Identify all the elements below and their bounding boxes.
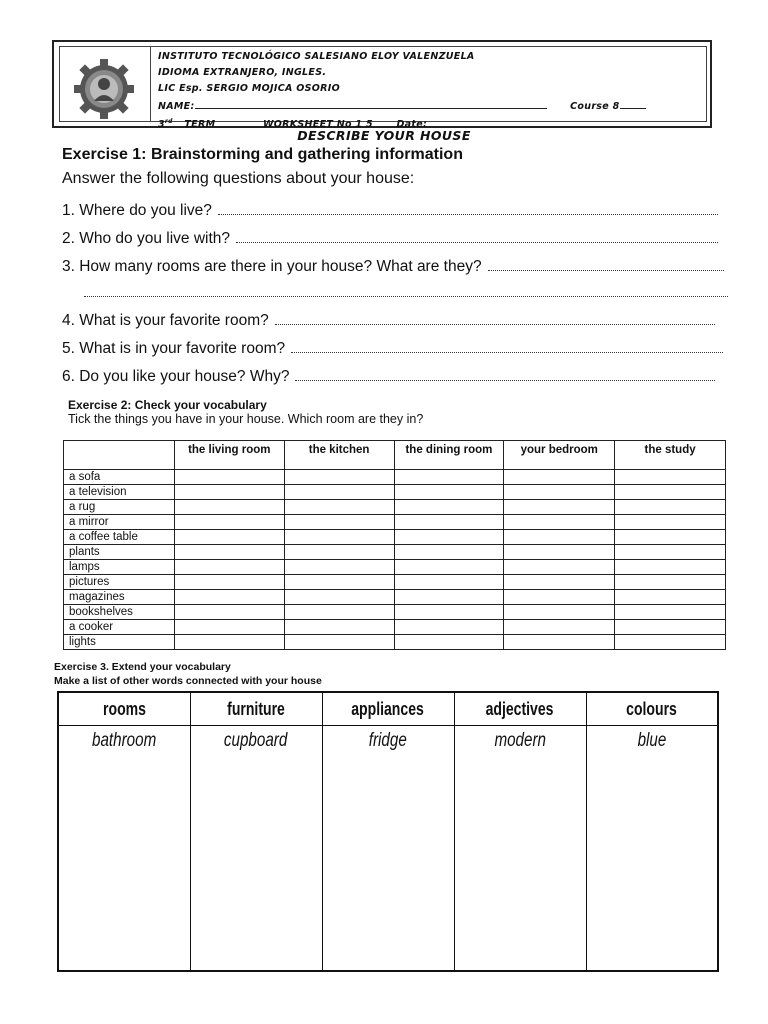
rooms-cell[interactable] xyxy=(58,726,190,972)
colours-cell[interactable] xyxy=(586,726,718,972)
vocabulary-rows xyxy=(64,470,726,650)
logo-cell xyxy=(60,47,151,121)
item-label: a mirror xyxy=(64,515,175,530)
tick-cell[interactable] xyxy=(394,500,504,515)
tick-cell[interactable] xyxy=(284,545,394,560)
table-header-row xyxy=(58,692,718,726)
table-row xyxy=(64,530,726,545)
tick-cell[interactable] xyxy=(284,560,394,575)
date-field[interactable] xyxy=(427,116,605,127)
school-header xyxy=(52,40,712,128)
question-text: 3. How many rooms are there in your house? What are they? xyxy=(62,258,482,275)
item-label: a coffee table xyxy=(64,530,175,545)
table-row xyxy=(64,605,726,620)
table-header-row xyxy=(64,441,726,470)
item-label: a rug xyxy=(64,500,175,515)
tick-cell[interactable] xyxy=(615,545,726,560)
item-label: a cooker xyxy=(64,620,175,635)
header-text: adjectives xyxy=(486,698,554,719)
tick-cell[interactable] xyxy=(394,620,504,635)
worksheet-title: DESCRIBE YOUR HOUSE xyxy=(297,128,471,143)
tick-cell[interactable] xyxy=(174,590,284,605)
corner-cell xyxy=(64,441,175,470)
tick-cell[interactable] xyxy=(284,515,394,530)
table-row xyxy=(64,485,726,500)
tick-cell[interactable] xyxy=(615,530,726,545)
item-label: magazines xyxy=(64,590,175,605)
table-row xyxy=(64,470,726,485)
tick-cell[interactable] xyxy=(615,590,726,605)
tick-cell[interactable] xyxy=(504,635,615,650)
tick-cell[interactable] xyxy=(284,605,394,620)
table-row xyxy=(64,590,726,605)
example-word: modern xyxy=(494,730,546,751)
exercise2-title: Exercise 2: Check your vocabulary xyxy=(68,398,267,412)
tick-cell[interactable] xyxy=(174,605,284,620)
name-field[interactable] xyxy=(195,98,547,109)
date-label: Date: xyxy=(396,118,428,130)
tick-cell[interactable] xyxy=(394,530,504,545)
tick-cell[interactable] xyxy=(615,515,726,530)
answer-line[interactable] xyxy=(218,202,718,215)
column-header: the kitchen xyxy=(284,441,394,470)
institution-name: INSTITUTO TECNOLÓGICO SALESIANO ELOY VALENZUELA xyxy=(158,51,475,62)
item-label: bookshelves xyxy=(64,605,175,620)
tick-cell[interactable] xyxy=(174,530,284,545)
column-header-furniture xyxy=(190,692,322,726)
question-4 xyxy=(62,312,715,330)
worksheet-label: WORKSHEET No 1 5 xyxy=(262,118,373,130)
vocabulary-check-table xyxy=(63,440,726,650)
tick-cell[interactable] xyxy=(394,515,504,530)
column-header-appliances xyxy=(322,692,454,726)
tick-cell[interactable] xyxy=(174,470,284,485)
tick-cell[interactable] xyxy=(284,590,394,605)
course-field[interactable] xyxy=(620,98,646,109)
tick-cell[interactable] xyxy=(174,635,284,650)
answer-line-extra[interactable] xyxy=(84,296,728,297)
tick-cell[interactable] xyxy=(284,500,394,515)
table-row xyxy=(64,620,726,635)
answer-line[interactable] xyxy=(291,340,723,353)
tick-cell[interactable] xyxy=(174,620,284,635)
question-text: 2. Who do you live with? xyxy=(62,230,231,247)
example-word: blue xyxy=(637,730,667,751)
answer-line[interactable] xyxy=(236,230,718,243)
tick-cell[interactable] xyxy=(284,470,394,485)
tick-cell[interactable] xyxy=(504,575,615,590)
tick-cell[interactable] xyxy=(504,620,615,635)
item-label: a sofa xyxy=(64,470,175,485)
column-header-adjectives xyxy=(454,692,586,726)
tick-cell[interactable] xyxy=(615,485,726,500)
item-label: lamps xyxy=(64,560,175,575)
column-header: the study xyxy=(615,441,726,470)
tick-cell[interactable] xyxy=(615,500,726,515)
course-label: Course 8 xyxy=(570,100,620,112)
answer-line[interactable] xyxy=(488,258,724,271)
tick-cell[interactable] xyxy=(394,635,504,650)
item-label: a television xyxy=(64,485,175,500)
tick-cell[interactable] xyxy=(174,575,284,590)
question-text: 5. What is in your favorite room? xyxy=(62,340,286,357)
tick-cell[interactable] xyxy=(504,545,615,560)
tick-cell[interactable] xyxy=(394,485,504,500)
furniture-cell[interactable] xyxy=(190,726,322,972)
header-text: rooms xyxy=(102,698,146,719)
exercise1-instruction: Answer the following questions about your house: xyxy=(62,170,415,187)
tick-cell[interactable] xyxy=(174,500,284,515)
appliances-cell[interactable] xyxy=(322,726,454,972)
exercise3-instruction: Make a list of other words connected with your house xyxy=(54,675,322,687)
tick-cell[interactable] xyxy=(394,590,504,605)
term-suffix: rd xyxy=(164,117,173,125)
question-6 xyxy=(62,368,715,386)
school-seal-logo xyxy=(72,57,136,121)
column-header: the living room xyxy=(174,441,284,470)
column-header-rooms xyxy=(58,692,190,726)
table-row xyxy=(64,560,726,575)
tick-cell[interactable] xyxy=(615,470,726,485)
tick-cell[interactable] xyxy=(504,605,615,620)
tick-cell[interactable] xyxy=(394,605,504,620)
item-label: lights xyxy=(64,635,175,650)
exercise3-title: Exercise 3. Extend your vocabulary xyxy=(54,661,231,673)
answer-line[interactable] xyxy=(295,368,715,381)
header-text xyxy=(158,49,700,130)
tick-cell[interactable] xyxy=(504,485,615,500)
table-row xyxy=(64,635,726,650)
teacher-name: LIC Esp. SERGIO MOJICA OSORIO xyxy=(158,83,340,95)
header-text: appliances xyxy=(351,698,425,719)
tick-cell[interactable] xyxy=(504,590,615,605)
subject-name: IDIOMA EXTRANJERO, INGLES. xyxy=(158,67,327,79)
header-frame xyxy=(59,46,707,130)
tick-cell[interactable] xyxy=(284,530,394,545)
tick-cell[interactable] xyxy=(394,575,504,590)
question-3 xyxy=(62,258,724,276)
tick-cell[interactable] xyxy=(504,515,615,530)
example-word: fridge xyxy=(368,730,408,751)
tick-cell[interactable] xyxy=(174,545,284,560)
tick-cell[interactable] xyxy=(615,605,726,620)
tick-cell[interactable] xyxy=(394,470,504,485)
question-2 xyxy=(62,230,718,248)
question-text: 6. Do you like your house? Why? xyxy=(62,368,290,385)
tick-cell[interactable] xyxy=(615,635,726,650)
item-label: plants xyxy=(64,545,175,560)
column-header-colours xyxy=(586,692,718,726)
question-text: 1. Where do you live? xyxy=(62,202,212,219)
exercise2-instruction: Tick the things you have in your house. Which room are they in? xyxy=(68,412,424,426)
tick-cell[interactable] xyxy=(394,560,504,575)
tick-cell[interactable] xyxy=(284,575,394,590)
exercise1-title: Exercise 1: Brainstorming and gathering information xyxy=(62,146,463,163)
term-label: TERM xyxy=(184,118,216,130)
question-5 xyxy=(62,340,723,358)
table-row xyxy=(64,515,726,530)
question-1 xyxy=(62,202,718,220)
tick-cell[interactable] xyxy=(504,530,615,545)
term-number: 3 xyxy=(158,118,165,130)
table-row xyxy=(64,500,726,515)
question-text: 4. What is your favorite room? xyxy=(62,312,269,329)
answer-line[interactable] xyxy=(275,312,715,325)
example-word: bathroom xyxy=(92,730,157,751)
column-header: the dining room xyxy=(394,441,504,470)
tick-cell[interactable] xyxy=(394,545,504,560)
table-body-row xyxy=(58,726,718,972)
item-label: pictures xyxy=(64,575,175,590)
tick-cell[interactable] xyxy=(174,515,284,530)
tick-cell[interactable] xyxy=(284,635,394,650)
tick-cell[interactable] xyxy=(615,620,726,635)
table-row xyxy=(64,575,726,590)
tick-cell[interactable] xyxy=(504,470,615,485)
vocabulary-list-table xyxy=(57,691,719,972)
adjectives-cell[interactable] xyxy=(454,726,586,972)
tick-cell[interactable] xyxy=(284,620,394,635)
tick-cell[interactable] xyxy=(174,560,284,575)
table-row xyxy=(64,545,726,560)
name-label: NAME: xyxy=(158,100,195,112)
header-text: colours xyxy=(626,698,678,719)
tick-cell[interactable] xyxy=(174,485,284,500)
tick-cell[interactable] xyxy=(504,560,615,575)
header-text: furniture xyxy=(227,698,285,719)
tick-cell[interactable] xyxy=(284,485,394,500)
tick-cell[interactable] xyxy=(615,560,726,575)
name-row xyxy=(158,98,700,114)
example-word: cupboard xyxy=(224,730,288,751)
column-header: your bedroom xyxy=(504,441,615,470)
tick-cell[interactable] xyxy=(615,575,726,590)
tick-cell[interactable] xyxy=(504,500,615,515)
